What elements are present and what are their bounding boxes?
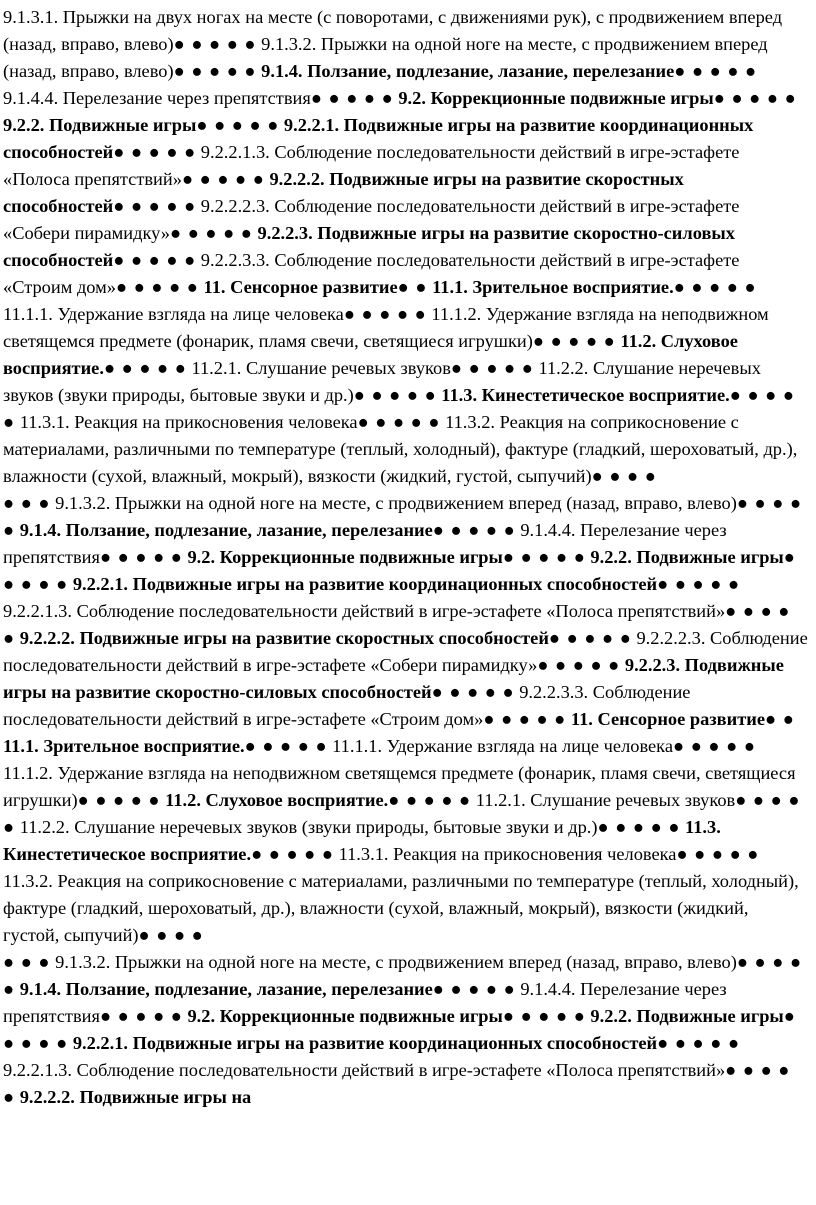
bullet-marks: ● ● ● ●	[591, 466, 657, 486]
bullet-marks: ● ●	[765, 709, 795, 729]
text-block-3	[3, 949, 808, 1111]
bullet-marks: ● ●	[397, 277, 428, 297]
bullet-marks: ● ● ● ● ●	[181, 169, 265, 189]
bullet-marks: ● ● ● ● ●	[676, 844, 760, 864]
bullet-marks: ● ● ● ● ●	[3, 385, 795, 432]
text-run: 11.2.2. Слушание неречевых звуков (звуки природы, бытовые звуки и др.)	[3, 358, 761, 405]
text-run: 9.1.3.2. Прыжки на одной ноге на месте, с продвижением вперед (назад, вправо, влево)	[50, 952, 737, 972]
bullet-marks: ● ● ● ● ●	[432, 520, 516, 540]
bullet-marks: ● ● ● ● ●	[388, 790, 472, 810]
bullet-marks: ● ● ● ● ●	[502, 1006, 586, 1026]
bold-heading-run: 9.2.2.3. Подвижные игры на развитие скоростно-силовых способностей	[3, 655, 784, 702]
bullet-marks: ● ● ● ● ●	[597, 817, 681, 837]
bold-heading-run: 9.2.2.1. Подвижные игры на развитие координационных способностей	[68, 1033, 658, 1053]
text-run: 9.1.3.2. Прыжки на одной ноге на месте, с продвижением вперед (назад, вправо, влево)	[3, 34, 768, 81]
bold-heading-run: 11.2. Слуховое восприятие.	[3, 331, 738, 378]
bullet-marks: ● ● ● ● ●	[450, 358, 534, 378]
text-run: 9.2.2.1.3. Соблюдение последовательности действий в игре-эстафете «Полоса препятствий»	[3, 1060, 726, 1080]
bold-heading-run: 11.2. Слуховое восприятие.	[160, 790, 389, 810]
bullet-marks: ● ● ● ●	[138, 925, 204, 945]
bold-heading-run: 9.1.4. Ползание, подлезание, лазание, перелезание	[256, 61, 675, 81]
bullet-marks: ● ● ● ● ●	[548, 628, 632, 648]
bullet-marks: ● ● ● ● ●	[432, 979, 516, 999]
text-run: 9.1.4.4. Перелезание через препятствия	[3, 88, 311, 108]
bullet-marks: ● ● ● ● ●	[353, 385, 437, 405]
bullet-marks: ● ● ● ● ●	[173, 61, 257, 81]
bullet-marks: ● ● ● ● ●	[169, 223, 253, 243]
text-run: 9.2.2.2.3. Соблюдение последовательности действий в игре-эстафете «Собери пирамидку»	[3, 196, 740, 243]
bullet-marks: ● ● ● ● ●	[99, 547, 183, 567]
bullet-marks: ● ● ● ● ●	[673, 736, 756, 756]
bold-heading-run: 9.2.2.1. Подвижные игры на развитие координационных способностей	[68, 574, 658, 594]
text-block-2	[3, 490, 808, 949]
bold-heading-run: 11.1. Зрительное восприятие.	[427, 277, 674, 297]
bold-heading-run: 9.2.2.3. Подвижные игры на развитие скоростно-силовых способностей	[3, 223, 735, 270]
bullet-marks: ● ● ● ● ●	[673, 277, 757, 297]
text-run: 9.2.2.3.3. Соблюдение последовательности действий в игре-эстафете «Строим дом»	[3, 250, 740, 297]
bullet-marks: ● ● ● ● ●	[483, 709, 567, 729]
bold-heading-run: 11.3. Кинестетическое восприятие.	[436, 385, 730, 405]
bullet-marks: ● ● ● ● ●	[357, 412, 441, 432]
bullet-marks: ● ● ● ● ●	[113, 142, 197, 162]
bullet-marks: ● ● ● ● ●	[532, 331, 616, 351]
bullet-marks: ● ● ● ● ●	[431, 682, 515, 702]
bullet-marks: ● ● ● ● ●	[99, 1006, 183, 1026]
text-run: 11.3.1. Реакция на прикосновения человека	[334, 844, 677, 864]
bullet-marks: ● ● ● ● ●	[113, 196, 197, 216]
text-run: 11.3.2. Реакция на соприкосновение с материалами, различными по температуре (теплый, холодный), фактуре (гладкий, шероховатый, др.), влажности (сухой, влажный, мокрый), вязкости (жидкий, густой, сыпучий)	[3, 412, 798, 486]
bold-heading-run: 9.2.2. Подвижные игры	[585, 547, 784, 567]
text-run: 11.1.1. Удержание взгляда на лице человека	[3, 304, 344, 324]
bullet-marks: ● ● ● ● ●	[657, 1033, 741, 1053]
bold-heading-run: 9.2. Коррекционные подвижные игры	[393, 88, 714, 108]
bold-heading-run: 9.2.2.2. Подвижные игры на развитие скоростных способностей	[15, 628, 549, 648]
text-run: 9.1.4.4. Перелезание через препятствия	[3, 520, 727, 567]
bullet-marks: ● ● ● ● ●	[3, 547, 796, 594]
bold-heading-run: 9.2.2. Подвижные игры	[3, 115, 197, 135]
text-run: 9.2.2.2.3. Соблюдение последовательности действий в игре-эстафете «Собери пирамидку»	[3, 628, 808, 675]
text-run: 11.2.1. Слушание речевых звуков	[186, 358, 451, 378]
bold-heading-run: 11.1. Зрительное восприятие.	[3, 736, 245, 756]
text-run: 9.2.2.1.3. Соблюдение последовательности действий в игре-эстафете «Полоса препятствий»	[3, 142, 740, 189]
text-run: 11.2.1. Слушание речевых звуков	[471, 790, 736, 810]
bold-heading-run: 9.2. Коррекционные подвижные игры	[182, 1006, 503, 1026]
bullet-marks: ● ● ● ● ●	[343, 304, 427, 324]
bullet-marks: ● ● ● ● ●	[3, 601, 791, 648]
bold-heading-run: 11. Сенсорное развитие	[198, 277, 398, 297]
bullet-marks: ● ● ● ● ●	[173, 34, 257, 54]
bullet-marks: ● ● ● ● ●	[115, 277, 199, 297]
text-run: 11.3.1. Реакция на прикосновения человека	[15, 412, 358, 432]
bullet-marks: ● ● ● ● ●	[674, 61, 758, 81]
bullet-marks: ● ● ● ● ●	[657, 574, 741, 594]
bold-heading-run: 9.2.2.1. Подвижные игры на развитие координационных способностей	[3, 115, 754, 162]
bullet-marks: ● ● ●	[3, 952, 51, 972]
bullet-marks: ● ● ● ● ●	[713, 88, 797, 108]
bullet-marks: ● ● ● ● ●	[3, 952, 803, 999]
bullet-marks: ● ● ● ● ●	[3, 1060, 791, 1107]
text-run: 9.1.3.2. Прыжки на одной ноге на месте, с продвижением вперед (назад, вправо, влево)	[50, 493, 737, 513]
bullet-marks: ● ● ● ● ●	[3, 790, 801, 837]
text-block-1	[3, 4, 808, 490]
bullet-marks: ● ● ● ● ●	[3, 493, 803, 540]
bullet-marks: ● ● ● ● ●	[196, 115, 280, 135]
text-run: 9.1.4.4. Перелезание через препятствия	[3, 979, 727, 1026]
text-run: 9.2.2.1.3. Соблюдение последовательности действий в игре-эстафете «Полоса препятствий»	[3, 601, 726, 621]
bullet-marks: ● ● ● ● ●	[244, 736, 328, 756]
bold-heading-run: 11.3. Кинестетическое восприятие.	[3, 817, 721, 864]
bold-heading-run: 9.2.2. Подвижные игры	[585, 1006, 784, 1026]
bullet-marks: ● ● ● ● ●	[251, 844, 334, 864]
bold-heading-run: 9.1.4. Ползание, подлезание, лазание, перелезание	[15, 979, 433, 999]
bold-heading-run: 9.2.2.2. Подвижные игры на	[15, 1087, 252, 1107]
bullet-marks: ● ● ● ● ●	[103, 358, 187, 378]
text-run: 9.2.2.3.3. Соблюдение последовательности действий в игре-эстафете «Строим дом»	[3, 682, 691, 729]
bullet-marks: ● ● ● ● ●	[502, 547, 586, 567]
bullet-marks: ● ● ● ● ●	[537, 655, 621, 675]
text-run: 11.1.2. Удержание взгляда на неподвижном светящемся предмете (фонарик, пламя свечи, светящиеся игрушки)	[3, 304, 769, 351]
text-run: 11.1.1. Удержание взгляда на лице человека	[327, 736, 673, 756]
text-run: 11.2.2. Слушание неречевых звуков (звуки природы, бытовые звуки и др.)	[15, 817, 598, 837]
bullet-marks: ● ● ● ● ●	[113, 250, 197, 270]
text-run: 11.3.2. Реакция на соприкосновение с материалами, различными по температуре (теплый, холодный), фактуре (гладкий, шероховатый, др.), влажности (сухой, влажный, мокрый), вязкости (жидкий, густой, сыпучий)	[3, 871, 799, 945]
bold-heading-run: 11. Сенсорное развитие	[566, 709, 766, 729]
bold-heading-run: 9.1.4. Ползание, подлезание, лазание, перелезание	[15, 520, 433, 540]
bullet-marks: ● ● ● ● ●	[3, 1006, 796, 1053]
bullet-marks: ● ● ● ● ●	[77, 790, 161, 810]
text-run: 9.1.3.1. Прыжки на двух ногах на месте (с поворотами, с движениями рук), с продвижением вперед (назад, вправо, влево)	[3, 7, 783, 54]
bullet-marks: ● ● ●	[3, 493, 51, 513]
text-run: 11.1.2. Удержание взгляда на неподвижном светящемся предмете (фонарик, пламя свечи, светящиеся игрушки)	[3, 763, 796, 810]
bold-heading-run: 9.2. Коррекционные подвижные игры	[182, 547, 503, 567]
bullet-marks: ● ● ● ● ●	[310, 88, 394, 108]
bold-heading-run: 9.2.2.2. Подвижные игры на развитие скоростных способностей	[3, 169, 684, 216]
